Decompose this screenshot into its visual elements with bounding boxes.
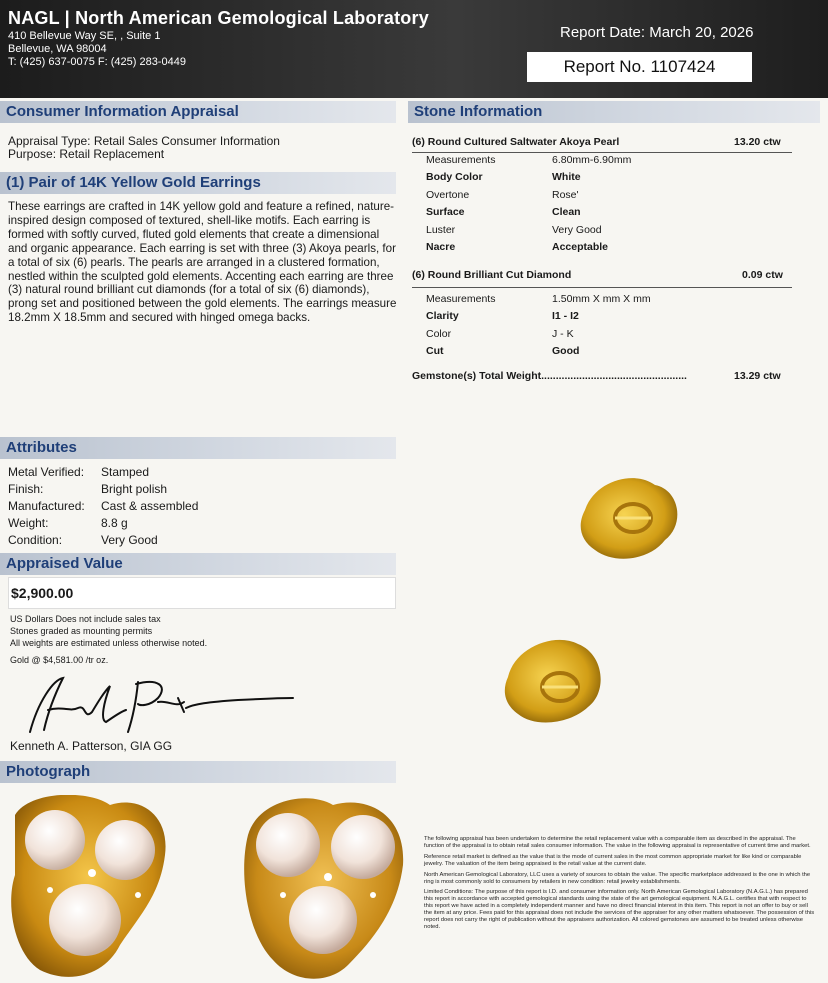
- pearl-weight: 13.20 ctw: [734, 136, 781, 148]
- value-note: US Dollars Does not include sales tax: [10, 614, 161, 624]
- diamond-row-label: Color: [426, 327, 452, 340]
- gold-price-note: Gold @ $4,581.00 /tr oz.: [10, 655, 109, 665]
- pearl-row: [412, 221, 792, 239]
- pearl-row-value: Acceptable: [552, 241, 609, 254]
- diamond-weight: 0.09 ctw: [742, 269, 783, 281]
- address-line-1: 410 Bellevue Way SE, , Suite 1: [8, 30, 161, 42]
- total-weight-value: 13.29 ctw: [734, 370, 781, 382]
- appraiser-signature: [8, 672, 298, 738]
- pearl-row-label: Surface: [426, 206, 465, 219]
- pearl-row-value: White: [552, 171, 581, 184]
- attribute-row: [8, 533, 158, 547]
- diamond-table: [412, 266, 792, 360]
- value-note: All weights are estimated unless otherwise noted.: [10, 638, 208, 648]
- value-note: Stones graded as mounting permits: [10, 626, 153, 636]
- pearl-row: [412, 186, 792, 204]
- total-weight: [412, 367, 792, 385]
- diamond-header: [412, 266, 792, 284]
- pearl-row-value: Rose': [552, 188, 579, 201]
- report-header: [0, 0, 828, 98]
- diamond-row-value: I1 - I2: [552, 310, 579, 323]
- attribute-row: [8, 465, 149, 479]
- diamond-title: (6) Round Brilliant Cut Diamond: [412, 269, 572, 281]
- disclaimer-paragraph: Reference retail market is defined as the value that is the mode of current sales in the most common appropriate market for like kind or comparable jewelry. The valuation of the item being appraised is the retail value at the current date.: [424, 853, 802, 867]
- appraised-section-title: Appraised Value: [0, 553, 396, 575]
- attribute-value: Cast & assembled: [101, 499, 199, 513]
- appraised-value: $2,900.00: [8, 577, 396, 609]
- attribute-value: Stamped: [101, 465, 150, 479]
- item-description: These earrings are crafted in 14K yellow gold and feature a refined, nature-inspired design composed of textured, shell-like motifs. Each earring is formed with softly curved, fluted gold elements that create a dimensional and organic appearance. Each earring is set with three (3) Akoya pearls, for a total of six (6) pearls. The pearls are arranged in a clustered formation, nestled within the sculpted gold elements. Accenting each earring are three (3) natural round brilliant cut diamonds (for a total of six (6) diamonds), prong set and positioned between the gold elements. The earrings measure 18.2mm X 18.5mm and secured with hinged omega backs.: [8, 200, 397, 325]
- diamond-row-label: Cut: [426, 345, 444, 358]
- lab-title: NAGL | North American Gemological Laboratory: [8, 8, 429, 28]
- earring-photo-front-left: [10, 795, 170, 983]
- diamond-row: [412, 290, 792, 308]
- report-date: Report Date: March 20, 2026: [560, 24, 754, 41]
- pearl-row-label: Measurements: [426, 153, 496, 166]
- attribute-row: [8, 499, 198, 513]
- report-number: Report No. 1107424: [527, 52, 752, 82]
- phone-line: T: (425) 637-0075 F: (425) 283-0449: [8, 56, 186, 68]
- diamond-row: [412, 343, 792, 361]
- attribute-label: Metal Verified:: [8, 465, 85, 479]
- pearl-row-value: Clean: [552, 206, 581, 219]
- disclaimer-paragraph: North American Gemological Laboratory, LLC uses a variety of sources to obtain the value. The specific marketplace addressed is the one in which the ring is most commonly sold to consumers by retailers in new condition: retail jewelry establishments.: [424, 871, 811, 885]
- attribute-label: Manufactured:: [8, 499, 85, 513]
- total-weight-label: Gemstone(s) Total Weight..................................................: [412, 370, 687, 382]
- diamond-row: [412, 308, 792, 326]
- pearl-row-label: Body Color: [426, 171, 483, 184]
- attributes-section-title: Attributes: [0, 437, 396, 459]
- pearl-row: [412, 204, 792, 222]
- attribute-row: [8, 482, 167, 496]
- address-line-2: Bellevue, WA 98004: [8, 43, 107, 55]
- earring-photo-back-top: [575, 470, 685, 570]
- stone-section-title: Stone Information: [408, 101, 820, 123]
- disclaimer-text: [424, 836, 816, 935]
- attribute-label: Weight:: [8, 516, 49, 530]
- disclaimer-paragraph: Limited Conditions: The purpose of this report is I.D. and consumer information only. North American Gemological Laboratory (N.A.G.L.) has prepared this report in accordance with accepted gemological standards using the state of the art gemological equipment. N.A.G.L. certifies that with respect to this report we have acted in a completely independent manner and have no direct financial interest in this item. This report is not an offer to buy or sell the item at any price. Fees paid for this appraisal does not include the services of the appraiser for any other matters whatsoever. The possession of this report does not carry the right of publication without the appraisers authorization. All colored gemstones are assumed to be treated unless otherwise noted.: [424, 889, 815, 930]
- attribute-value: Bright polish: [101, 482, 168, 496]
- item-title: (1) Pair of 14K Yellow Gold Earrings: [0, 172, 396, 194]
- total-weight-row: [412, 367, 792, 385]
- pearl-divider: [412, 152, 792, 153]
- diamond-row-value: 1.50mm X mm X mm: [552, 292, 651, 305]
- earring-photo-front-right: [238, 795, 408, 983]
- pearl-title: (6) Round Cultured Saltwater Akoya Pearl: [412, 136, 620, 148]
- diamond-row-value: Good: [552, 345, 580, 358]
- appraiser-name: Kenneth A. Patterson, GIA GG: [10, 739, 173, 753]
- pearl-row: [412, 239, 792, 257]
- diamond-divider: [412, 287, 792, 288]
- appraisal-type: Appraisal Type: Retail Sales Consumer Information: [8, 134, 280, 148]
- pearl-row-label: Overtone: [426, 188, 470, 201]
- pearl-row-label: Nacre: [426, 241, 456, 254]
- attribute-value: 8.8 g: [101, 516, 128, 530]
- pearl-row-value: 6.80mm-6.90mm: [552, 153, 632, 166]
- diamond-row-value: J - K: [552, 327, 574, 340]
- pearl-row-value: Very Good: [552, 223, 602, 236]
- photograph-section-title: Photograph: [0, 761, 396, 783]
- diamond-row-label: Measurements: [426, 292, 496, 305]
- appraisal-purpose: Purpose: Retail Replacement: [8, 147, 165, 161]
- diamond-row-label: Clarity: [426, 310, 459, 323]
- lab-address: [8, 30, 186, 69]
- attribute-value: Very Good: [101, 533, 158, 547]
- attribute-label: Condition:: [8, 533, 63, 547]
- pearl-row: [412, 151, 792, 169]
- diamond-row: [412, 325, 792, 343]
- consumer-section-title: Consumer Information Appraisal: [0, 101, 396, 123]
- earring-photo-back-bottom: [500, 632, 610, 732]
- attribute-row: [8, 516, 128, 530]
- attribute-label: Finish:: [8, 482, 44, 496]
- pearl-header: [412, 133, 792, 151]
- pearl-row-label: Luster: [426, 223, 456, 236]
- disclaimer-paragraph: The following appraisal has been undertaken to determine the retail replacement value with a comparable item as described in the appraisal. The function of the appraisal is to obtain retail sales consumer information. The value in the following appraisal is representative of current time and market.: [424, 836, 811, 849]
- pearl-row: [412, 169, 792, 187]
